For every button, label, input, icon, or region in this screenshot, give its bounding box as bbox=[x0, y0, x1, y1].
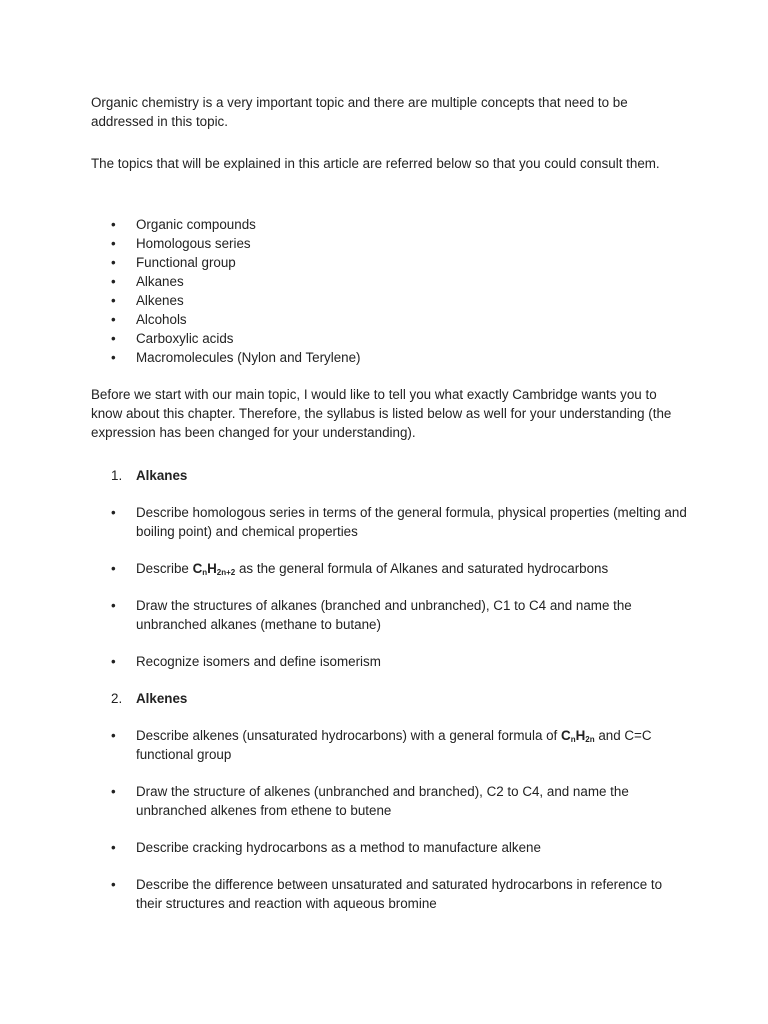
list-item bbox=[91, 329, 701, 348]
list-item bbox=[91, 234, 701, 253]
syllabus-item-text bbox=[136, 726, 691, 764]
section-number: 1. bbox=[111, 468, 123, 483]
list-item bbox=[91, 310, 701, 329]
bullet-icon: • bbox=[111, 255, 116, 270]
syllabus-item bbox=[91, 875, 691, 913]
list-item bbox=[91, 348, 701, 367]
syllabus-item bbox=[91, 596, 691, 634]
syllabus-item-text: Recognize isomers and define isomerism bbox=[136, 654, 381, 669]
bullet-icon: • bbox=[111, 598, 116, 613]
bullet-icon: • bbox=[111, 654, 116, 669]
topics-list bbox=[91, 215, 701, 367]
bullet-icon: • bbox=[111, 293, 116, 308]
bullet-icon: • bbox=[111, 505, 116, 520]
syllabus-item-text: Draw the structure of alkenes (unbranched and branched), C2 to C4, and name the unbranched alkenes from ethene to butene bbox=[136, 784, 629, 818]
syllabus-item-text: Describe homologous series in terms of the general formula, physical properties (melting and boiling point) and chemical properties bbox=[136, 505, 687, 539]
formula-hydrogen: H bbox=[575, 728, 586, 743]
list-item-text: Alkanes bbox=[136, 274, 184, 289]
section-number: 2. bbox=[111, 691, 123, 706]
item-text-before: Describe bbox=[136, 561, 193, 576]
formula-carbon: C bbox=[561, 728, 571, 743]
syllabus-item bbox=[91, 559, 691, 578]
alkane-general-formula bbox=[193, 561, 236, 576]
bullet-icon: • bbox=[111, 784, 116, 799]
topics-intro-paragraph: The topics that will be explained in this article are referred below so that you could consult them. bbox=[91, 156, 660, 171]
bullet-icon: • bbox=[111, 840, 116, 855]
formula-carbon-subscript: n bbox=[202, 568, 208, 577]
list-item bbox=[91, 291, 701, 310]
formula-hydrogen-subscript: 2n+2 bbox=[216, 568, 236, 577]
section-heading-alkanes bbox=[91, 466, 701, 485]
list-item-text: Alcohols bbox=[136, 312, 187, 327]
formula-carbon-subscript: n bbox=[570, 735, 576, 744]
intro-paragraph: Organic chemistry is a very important topic and there are multiple concepts that need to be addressed in this topic. bbox=[91, 95, 628, 129]
syllabus-item bbox=[91, 652, 691, 671]
syllabus-item-text: Describe cracking hydrocarbons as a method to manufacture alkene bbox=[136, 840, 541, 855]
bullet-icon: • bbox=[111, 561, 116, 576]
syllabus-item-text: Draw the structures of alkanes (branched and unbranched), C1 to C4 and name the unbranched alkanes (methane to butane) bbox=[136, 598, 632, 632]
list-item bbox=[91, 215, 701, 234]
bullet-icon: • bbox=[111, 274, 116, 289]
section-heading-alkenes bbox=[91, 689, 701, 708]
syllabus-item bbox=[91, 782, 691, 820]
bullet-icon: • bbox=[111, 728, 116, 743]
syllabus-item-text: Describe the difference between unsaturated and saturated hydrocarbons in reference to their structures and reaction with aqueous bromine bbox=[136, 877, 663, 911]
syllabus-item bbox=[91, 503, 691, 541]
list-item-text: Carboxylic acids bbox=[136, 331, 234, 346]
bullet-icon: • bbox=[111, 877, 116, 892]
syllabus-item bbox=[91, 726, 691, 764]
item-text-before: Describe alkenes (unsaturated hydrocarbons) with a general formula of bbox=[136, 728, 562, 743]
section-title: Alkanes bbox=[136, 468, 188, 483]
item-text-after: as the general formula of Alkanes and saturated hydrocarbons bbox=[235, 561, 609, 576]
bullet-icon: • bbox=[111, 236, 116, 251]
syllabus-item bbox=[91, 838, 691, 857]
item-text-after: and C=C functional group bbox=[136, 728, 652, 762]
section-title: Alkenes bbox=[136, 691, 188, 706]
bullet-icon: • bbox=[111, 331, 116, 346]
formula-hydrogen-subscript: 2n bbox=[585, 735, 595, 744]
list-item-text: Alkenes bbox=[136, 293, 184, 308]
bullet-icon: • bbox=[111, 312, 116, 327]
list-item bbox=[91, 272, 701, 291]
formula-hydrogen: H bbox=[207, 561, 217, 576]
list-item-text: Macromolecules (Nylon and Terylene) bbox=[136, 350, 361, 365]
alkene-general-formula bbox=[561, 728, 595, 743]
syllabus-intro-paragraph: Before we start with our main topic, I would like to tell you what exactly Cambridge wants you to know about this chapter. Therefore, the syllabus is listed below as well for your understanding (the expression has been changed for your understanding). bbox=[91, 387, 672, 440]
syllabus-item-text bbox=[136, 559, 691, 578]
list-item-text: Organic compounds bbox=[136, 217, 256, 232]
bullet-icon: • bbox=[111, 217, 116, 232]
list-item-text: Functional group bbox=[136, 255, 236, 270]
list-item-text: Homologous series bbox=[136, 236, 251, 251]
bullet-icon: • bbox=[111, 350, 116, 365]
formula-carbon: C bbox=[192, 561, 203, 576]
list-item bbox=[91, 253, 701, 272]
